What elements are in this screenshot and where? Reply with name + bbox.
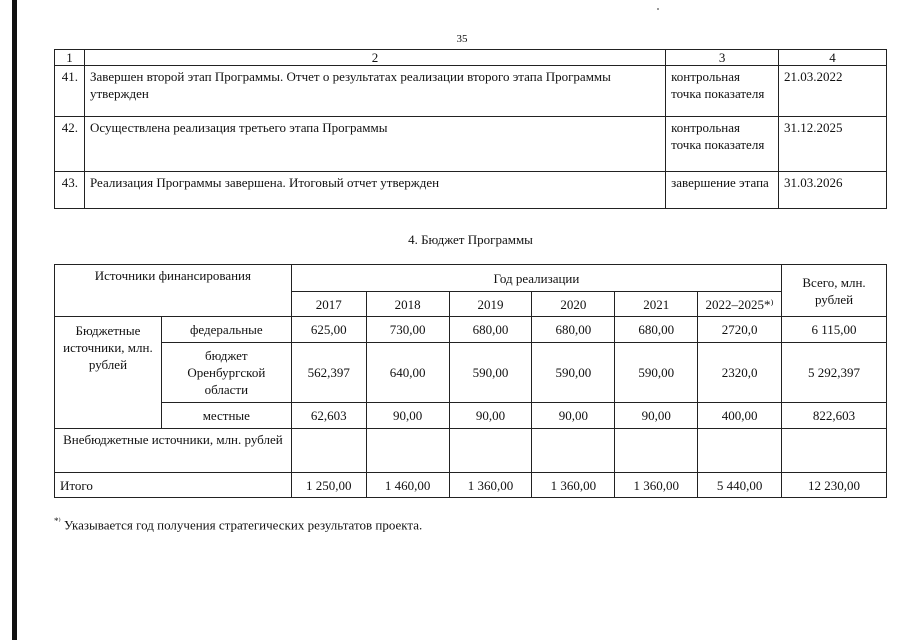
event-type: контрольная точка показателя bbox=[666, 117, 779, 172]
header-cell: 4 bbox=[779, 50, 887, 66]
event-text: Завершен второй этап Программы. Отчет о результатах реализации второго этапа Программы утвержден bbox=[84, 66, 665, 117]
footnote-mark: *⁾ bbox=[54, 516, 61, 526]
event-date: 31.12.2025 bbox=[779, 117, 887, 172]
event-type: завершение этапа bbox=[666, 172, 779, 209]
year-cell: 2021 bbox=[615, 292, 698, 317]
empty-cell bbox=[291, 429, 366, 473]
budget-header-row bbox=[55, 265, 887, 292]
total-cell: 12 230,00 bbox=[782, 473, 887, 498]
header-cell: 3 bbox=[666, 50, 779, 66]
milestones-table bbox=[54, 49, 887, 209]
footnote bbox=[54, 516, 422, 533]
year-cell: 2017 bbox=[291, 292, 366, 317]
empty-cell bbox=[366, 429, 449, 473]
value-cell: 562,397 bbox=[291, 343, 366, 403]
total-cell: 5 292,397 bbox=[782, 343, 887, 403]
header-cell: 2 bbox=[84, 50, 665, 66]
event-text: Реализация Программы завершена. Итоговый отчет утвержден bbox=[84, 172, 665, 209]
value-cell: 1 360,00 bbox=[615, 473, 698, 498]
page-binding-line bbox=[12, 0, 17, 640]
total-cell: 6 115,00 bbox=[782, 317, 887, 343]
table-row bbox=[55, 317, 887, 343]
total-header: Всего, млн. рублей bbox=[782, 265, 887, 317]
event-date: 31.03.2026 bbox=[779, 172, 887, 209]
table-row bbox=[55, 429, 887, 473]
source-label: местные bbox=[161, 403, 291, 429]
empty-cell bbox=[698, 429, 782, 473]
value-cell: 400,00 bbox=[698, 403, 782, 429]
table-row bbox=[55, 403, 887, 429]
year-header: Год реализации bbox=[291, 265, 781, 292]
value-cell: 1 360,00 bbox=[532, 473, 615, 498]
source-label: бюджет Оренбургской области bbox=[161, 343, 291, 403]
row-number: 41. bbox=[55, 66, 85, 117]
event-type: контрольная точка показателя bbox=[666, 66, 779, 117]
table-row bbox=[55, 172, 887, 209]
total-cell: 822,603 bbox=[782, 403, 887, 429]
value-cell: 625,00 bbox=[291, 317, 366, 343]
row-number: 43. bbox=[55, 172, 85, 209]
table-row bbox=[55, 66, 887, 117]
value-cell: 680,00 bbox=[532, 317, 615, 343]
empty-cell bbox=[532, 429, 615, 473]
event-text: Осуществлена реализация третьего этапа Программы bbox=[84, 117, 665, 172]
value-cell: 90,00 bbox=[449, 403, 532, 429]
year-cell: 2018 bbox=[366, 292, 449, 317]
scan-speck bbox=[657, 8, 659, 10]
value-cell: 2320,0 bbox=[698, 343, 782, 403]
event-date: 21.03.2022 bbox=[779, 66, 887, 117]
table-row bbox=[55, 117, 887, 172]
section-title: 4. Бюджет Программы bbox=[408, 232, 533, 247]
value-cell: 590,00 bbox=[532, 343, 615, 403]
year-cell: 2022–2025*⁾ bbox=[698, 292, 782, 317]
extra-budget-label: Внебюджетные источники, млн. рублей bbox=[55, 429, 292, 473]
value-cell: 2720,0 bbox=[698, 317, 782, 343]
value-cell: 590,00 bbox=[449, 343, 532, 403]
budget-sources-group: Бюджетные источники, млн. рублей bbox=[55, 317, 162, 429]
value-cell: 590,00 bbox=[615, 343, 698, 403]
value-cell: 90,00 bbox=[532, 403, 615, 429]
page-number: 35 bbox=[456, 33, 468, 45]
header-cell: 1 bbox=[55, 50, 85, 66]
value-cell: 680,00 bbox=[449, 317, 532, 343]
value-cell: 1 460,00 bbox=[366, 473, 449, 498]
value-cell: 5 440,00 bbox=[698, 473, 782, 498]
value-cell: 90,00 bbox=[615, 403, 698, 429]
empty-cell bbox=[615, 429, 698, 473]
table-header-row bbox=[55, 50, 887, 66]
value-cell: 1 360,00 bbox=[449, 473, 532, 498]
total-row bbox=[55, 473, 887, 498]
budget-table bbox=[54, 264, 887, 498]
value-cell: 640,00 bbox=[366, 343, 449, 403]
table-row bbox=[55, 343, 887, 403]
footnote-text: Указывается год получения стратегических результатов проекта. bbox=[63, 517, 423, 533]
value-cell: 62,603 bbox=[291, 403, 366, 429]
row-number: 42. bbox=[55, 117, 85, 172]
empty-cell bbox=[782, 429, 887, 473]
year-cell: 2019 bbox=[449, 292, 532, 317]
sources-header: Источники финансирования bbox=[55, 265, 292, 317]
year-cell: 2020 bbox=[532, 292, 615, 317]
empty-cell bbox=[449, 429, 532, 473]
itogo-label: Итого bbox=[55, 473, 292, 498]
value-cell: 90,00 bbox=[366, 403, 449, 429]
value-cell: 680,00 bbox=[615, 317, 698, 343]
value-cell: 1 250,00 bbox=[291, 473, 366, 498]
source-label: федеральные bbox=[161, 317, 291, 343]
value-cell: 730,00 bbox=[366, 317, 449, 343]
